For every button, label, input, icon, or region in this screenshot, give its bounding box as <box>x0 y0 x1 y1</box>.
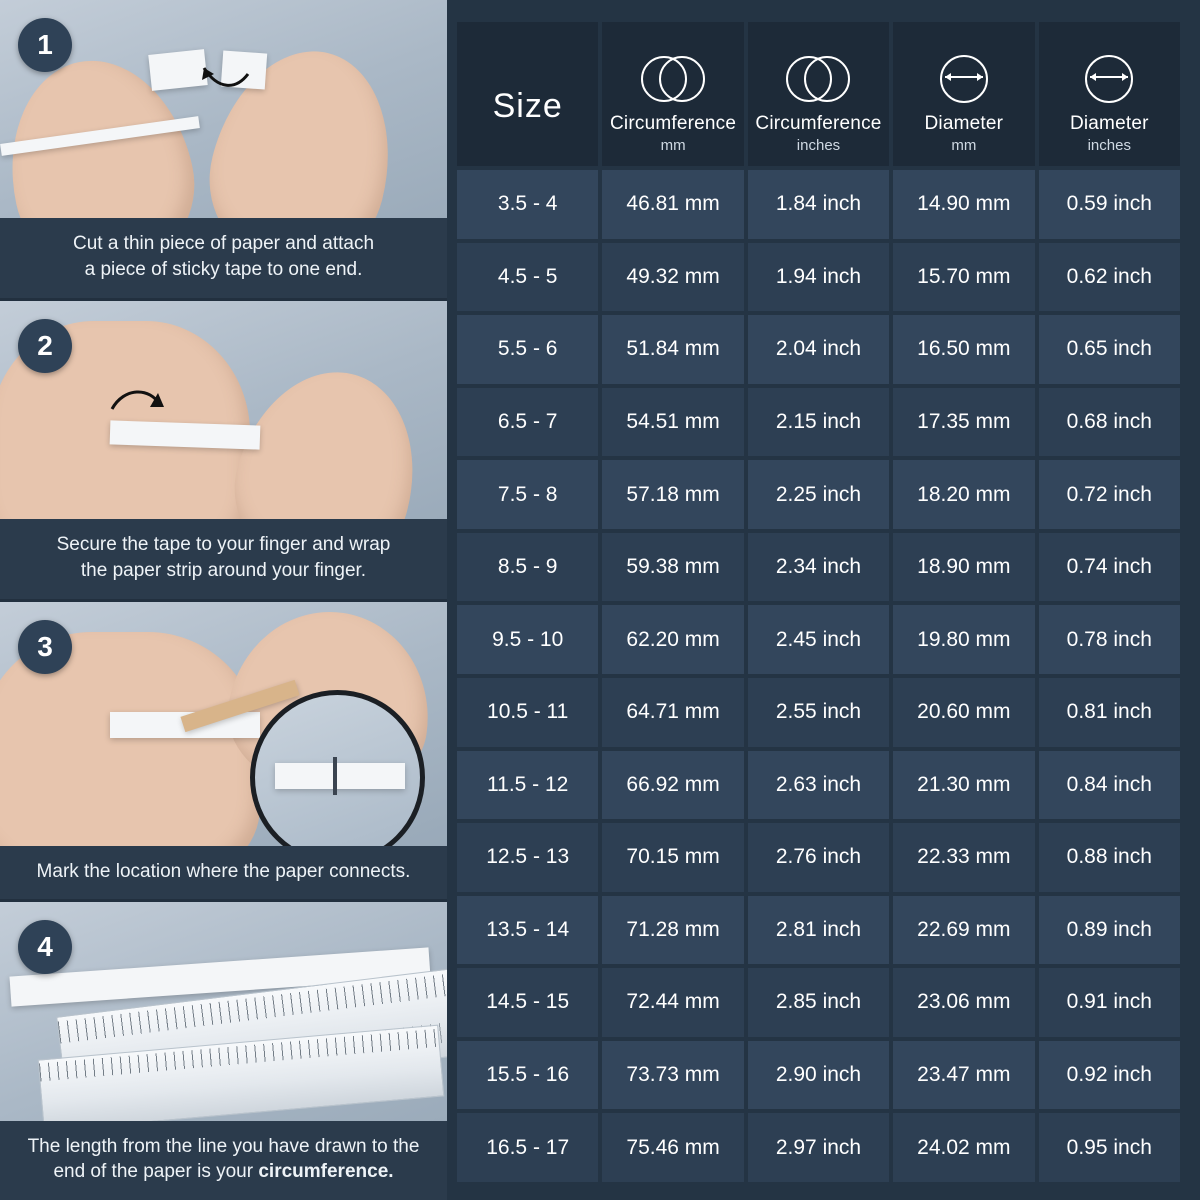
size-table-container <box>447 0 1200 1200</box>
cell-value: 2.55 inch <box>748 678 889 747</box>
cell-value: 2.97 inch <box>748 1113 889 1182</box>
table-row <box>457 605 1180 674</box>
step-2 <box>0 301 447 602</box>
cell-value: 1.84 inch <box>748 170 889 239</box>
cell-size: 15.5 - 16 <box>457 1041 598 1110</box>
cell-value: 0.89 inch <box>1039 896 1180 965</box>
step-1-number: 1 <box>18 18 72 72</box>
cell-value: 15.70 mm <box>893 243 1034 312</box>
cell-value: 0.78 inch <box>1039 605 1180 674</box>
cell-size: 7.5 - 8 <box>457 460 598 529</box>
step-1-caption-line2: a piece of sticky tape to one end. <box>84 259 363 281</box>
cell-value: 51.84 mm <box>602 315 743 384</box>
table-row <box>457 170 1180 239</box>
cell-value: 2.85 inch <box>748 968 889 1037</box>
cell-value: 23.47 mm <box>893 1041 1034 1110</box>
table-row <box>457 315 1180 384</box>
cell-value: 22.69 mm <box>893 896 1034 965</box>
header-circumference-mm-unit: mm <box>660 137 686 154</box>
cell-value: 54.51 mm <box>602 388 743 457</box>
header-size-label: Size <box>492 87 563 125</box>
cell-value: 0.84 inch <box>1039 751 1180 820</box>
circle-outline-icon <box>781 53 855 105</box>
table-row <box>457 1041 1180 1110</box>
header-diameter-inches-unit: inches <box>1087 137 1131 154</box>
step-4-number: 4 <box>18 920 72 974</box>
cell-value: 70.15 mm <box>602 823 743 892</box>
cell-value: 62.20 mm <box>602 605 743 674</box>
step-3-caption-line1: Mark the location where the paper connects. <box>36 860 411 882</box>
header-circumference-mm <box>602 22 743 166</box>
cell-value: 0.62 inch <box>1039 243 1180 312</box>
cell-size: 16.5 - 17 <box>457 1113 598 1182</box>
step-1-caption <box>0 218 447 297</box>
cell-value: 66.92 mm <box>602 751 743 820</box>
header-circumference-inches <box>748 22 889 166</box>
header-size <box>457 22 598 166</box>
step-1-caption-line1: Cut a thin piece of paper and attach <box>72 233 375 255</box>
cell-value: 64.71 mm <box>602 678 743 747</box>
cell-value: 18.20 mm <box>893 460 1034 529</box>
cell-value: 2.81 inch <box>748 896 889 965</box>
table-row <box>457 896 1180 965</box>
cell-size: 5.5 - 6 <box>457 315 598 384</box>
circle-diameter-arrow-icon <box>932 53 996 105</box>
cell-value: 75.46 mm <box>602 1113 743 1182</box>
circle-outline-icon <box>636 53 710 105</box>
cell-size: 3.5 - 4 <box>457 170 598 239</box>
cell-size: 6.5 - 7 <box>457 388 598 457</box>
cell-size: 14.5 - 15 <box>457 968 598 1037</box>
header-diameter-mm-label: Diameter <box>924 113 1004 134</box>
table-row <box>457 823 1180 892</box>
cell-value: 2.15 inch <box>748 388 889 457</box>
cell-size: 12.5 - 13 <box>457 823 598 892</box>
cell-value: 46.81 mm <box>602 170 743 239</box>
curved-arrow-icon <box>196 60 256 100</box>
table-row <box>457 460 1180 529</box>
cell-size: 13.5 - 14 <box>457 896 598 965</box>
cell-value: 49.32 mm <box>602 243 743 312</box>
table-body <box>457 170 1180 1182</box>
cell-value: 72.44 mm <box>602 968 743 1037</box>
cell-value: 14.90 mm <box>893 170 1034 239</box>
table-row <box>457 243 1180 312</box>
step-2-caption-line2: the paper strip around your finger. <box>80 559 367 581</box>
magnifier-inset <box>250 690 425 865</box>
header-circumference-inches-unit: inches <box>796 137 841 154</box>
table-row <box>457 968 1180 1037</box>
table-row <box>457 388 1180 457</box>
table-row <box>457 751 1180 820</box>
header-circumference-inches-label: Circumference <box>755 113 882 134</box>
cell-value: 1.94 inch <box>748 243 889 312</box>
step-4 <box>0 902 447 1200</box>
header-diameter-mm-unit: mm <box>951 137 977 154</box>
cell-value: 0.95 inch <box>1039 1113 1180 1182</box>
cell-value: 73.73 mm <box>602 1041 743 1110</box>
header-diameter-inches <box>1039 22 1180 166</box>
cell-value: 0.68 inch <box>1039 388 1180 457</box>
cell-value: 0.91 inch <box>1039 968 1180 1037</box>
table-row <box>457 678 1180 747</box>
cell-value: 16.50 mm <box>893 315 1034 384</box>
header-circumference-mm-label: Circumference <box>610 113 737 134</box>
circle-diameter-arrow-icon <box>1077 53 1141 105</box>
wrap-arrow-icon <box>100 381 170 425</box>
ring-size-table <box>453 18 1184 1186</box>
cell-value: 71.28 mm <box>602 896 743 965</box>
cell-value: 22.33 mm <box>893 823 1034 892</box>
instruction-steps-column <box>0 0 447 1200</box>
cell-value: 0.92 inch <box>1039 1041 1180 1110</box>
table-row <box>457 533 1180 602</box>
cell-value: 2.25 inch <box>748 460 889 529</box>
cell-value: 2.34 inch <box>748 533 889 602</box>
cell-size: 8.5 - 9 <box>457 533 598 602</box>
cell-value: 23.06 mm <box>893 968 1034 1037</box>
table-header-row <box>457 22 1180 166</box>
table-row <box>457 1113 1180 1182</box>
cell-value: 20.60 mm <box>893 678 1034 747</box>
table-head <box>457 22 1180 166</box>
cell-value: 21.30 mm <box>893 751 1034 820</box>
cell-value: 0.59 inch <box>1039 170 1180 239</box>
cell-size: 10.5 - 11 <box>457 678 598 747</box>
step-3 <box>0 602 447 903</box>
step-2-number: 2 <box>18 319 72 373</box>
header-diameter-mm <box>893 22 1034 166</box>
cell-value: 0.65 inch <box>1039 315 1180 384</box>
cell-value: 2.63 inch <box>748 751 889 820</box>
cell-value: 0.74 inch <box>1039 533 1180 602</box>
step-4-caption-line2: end of the paper is your circumference. <box>53 1161 394 1183</box>
step-4-caption-line2-wrap <box>16 1159 431 1185</box>
cell-value: 57.18 mm <box>602 460 743 529</box>
header-diameter-inches-label: Diameter <box>1069 113 1149 134</box>
step-4-caption <box>0 1121 447 1200</box>
step-3-caption <box>0 846 447 900</box>
step-2-caption <box>0 519 447 598</box>
cell-value: 2.76 inch <box>748 823 889 892</box>
cell-value: 2.45 inch <box>748 605 889 674</box>
cell-value: 17.35 mm <box>893 388 1034 457</box>
step-2-caption-line1: Secure the tape to your finger and wrap <box>56 534 391 556</box>
cell-value: 59.38 mm <box>602 533 743 602</box>
step-3-number: 3 <box>18 620 72 674</box>
cell-size: 11.5 - 12 <box>457 751 598 820</box>
step-4-caption-line1: The length from the line you have drawn to the <box>27 1135 420 1157</box>
cell-value: 18.90 mm <box>893 533 1034 602</box>
cell-value: 2.04 inch <box>748 315 889 384</box>
step-1 <box>0 0 447 301</box>
cell-size: 4.5 - 5 <box>457 243 598 312</box>
cell-value: 0.88 inch <box>1039 823 1180 892</box>
cell-value: 19.80 mm <box>893 605 1034 674</box>
cell-value: 2.90 inch <box>748 1041 889 1110</box>
cell-value: 0.72 inch <box>1039 460 1180 529</box>
cell-value: 24.02 mm <box>893 1113 1034 1182</box>
cell-size: 9.5 - 10 <box>457 605 598 674</box>
cell-value: 0.81 inch <box>1039 678 1180 747</box>
